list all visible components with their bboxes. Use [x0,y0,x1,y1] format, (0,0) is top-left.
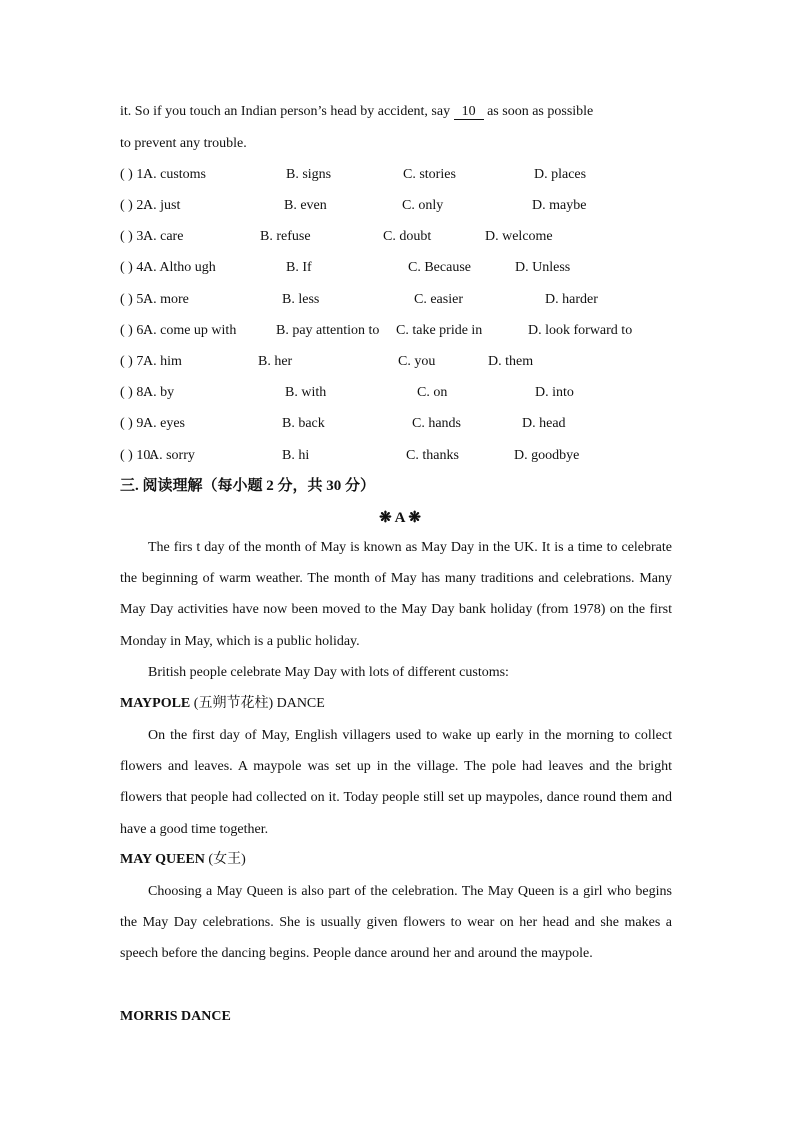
question-row [120,415,680,433]
option-d: D. Unless [515,260,571,275]
option-d: D. them [488,354,534,369]
paragraph-3-text: On the first day of May, English villagers used to wake up early in the morning to collect flowers and leaves. A maypole was set up in the village. The pole had leaves and the bright flowers that people had collected on it. Today people still set up maypoles, dance round them and have a good time together. [120,728,672,837]
option-d: D. welcome [485,229,553,244]
option-b: B. with [285,385,327,400]
heading-maypole-rest: (五朔节花柱) DANCE [190,696,325,711]
question-row [120,322,680,340]
question-row [120,291,680,309]
heading-maypole-bold: MAYPOLE [120,696,191,711]
paragraph-4 [120,876,672,970]
option-b: B. hi [282,448,310,463]
cloze-text-line-2: to prevent any trouble. [120,136,247,151]
option-c: C. Because [408,260,471,275]
option-a: A. by [143,385,175,400]
option-b: B. If [286,260,312,275]
heading-morris-dance-bold: MORRIS DANCE [120,1009,231,1024]
option-c: C. hands [412,416,461,431]
question-row [120,166,680,184]
option-b: B. pay attention to [276,323,380,338]
option-b: B. her [258,354,293,369]
option-b: B. back [282,416,325,431]
option-a: A. care [143,229,184,244]
option-c: C. only [402,198,444,213]
cloze-text-line-1 [120,103,593,121]
option-d: D. goodbye [514,448,580,463]
section-title: 三. 阅读理解（每小题 2 分，共 30 分） [120,478,376,494]
option-c: C. doubt [383,229,432,244]
paragraph-2-text: British people celebrate May Day with lots of different customs: [148,664,509,680]
question-number: ( ) 5. [120,292,147,307]
option-c: C. stories [403,167,456,182]
question-number: ( ) 4. [120,260,147,275]
question-number: ( ) 1. [120,167,147,182]
paragraph-3 [120,720,672,845]
question-number: ( ) 8. [120,385,147,400]
option-c: C. on [417,385,448,400]
heading-may-queen [120,851,246,869]
option-a: A. customs [143,167,206,182]
option-b: B. even [284,198,327,213]
option-b: B. less [282,292,320,307]
option-c: C. thanks [406,448,459,463]
question-number: ( ) 2. [120,198,147,213]
question-number: ( ) 3. [120,229,147,244]
question-row [120,384,680,402]
question-number: ( ) 9. [120,416,147,431]
option-d: D. places [534,167,587,182]
question-row [120,447,680,465]
question-number: ( ) 10. [120,448,154,463]
question-number: ( ) 7. [120,354,147,369]
heading-may-queen-bold: MAY QUEEN [120,852,205,867]
question-row [120,259,680,277]
option-a: A. sorry [149,448,195,463]
cloze-text-after-blank: as soon as possible [487,104,594,119]
option-a: A. just [143,198,181,213]
blank-10: 10 [454,105,484,120]
heading-morris-dance [120,1008,231,1026]
cloze-text-before-blank: it. So if you touch an Indian person’s head by accident, say [120,104,451,119]
option-a: A. Altho ugh [143,260,216,275]
option-a: A. eyes [143,416,185,431]
question-number: ( ) 6. [120,323,147,338]
option-a: A. come up with [143,323,237,338]
option-b: B. signs [286,167,332,182]
paragraph-1-text: The firs t day of the month of May is known as May Day in the UK. It is a time to celebrate the beginning of warm weather. The month of May has many traditions and celebrations. Many May Day activities have now been moved to the May Day bank holiday (from 1978) on the first Monday in May, which is a public holiday. [120,540,672,649]
paragraph-1 [120,532,672,688]
paragraph-4-text: Choosing a May Queen is also part of the celebration. The May Queen is a girl who begins the May Day celebrations. She is usually given flowers to wear on her head and she makes a speech before the dancing begins. People dance around her and around the maypole. [120,884,672,962]
question-row [120,353,680,371]
heading-maypole [120,695,325,713]
option-d: D. maybe [532,198,587,213]
option-c: C. you [398,354,436,369]
option-a: A. more [143,292,189,307]
option-b: B. refuse [260,229,311,244]
heading-may-queen-rest: (女王) [204,852,246,867]
option-d: D. harder [545,292,598,307]
option-c: C. take pride in [396,323,483,338]
option-d: D. into [535,385,574,400]
question-row [120,228,680,246]
question-row [120,197,680,215]
option-d: D. head [522,416,566,431]
option-d: D. look forward to [528,323,633,338]
option-c: C. easier [414,292,463,307]
option-a: A. him [143,354,182,369]
passage-title: ❋ A ❋ [379,510,421,526]
